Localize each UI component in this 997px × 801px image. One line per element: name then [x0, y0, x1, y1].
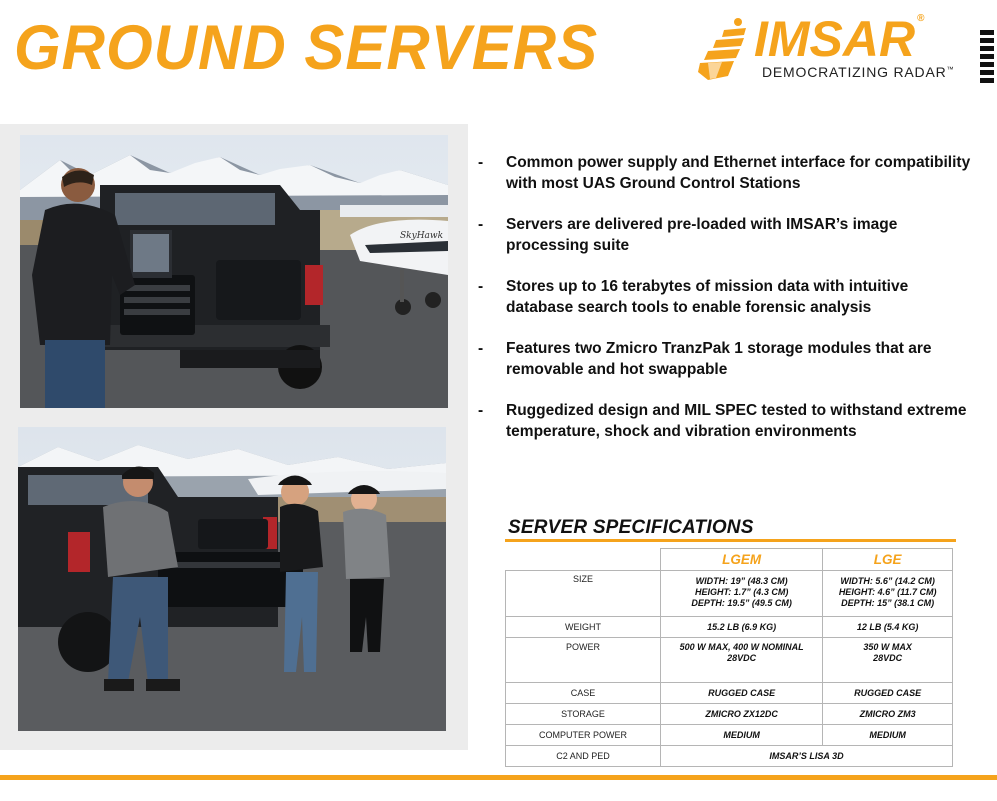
- imsar-logo: [694, 11, 994, 84]
- photo-team-lifting-image: [18, 427, 446, 731]
- photo-truck-server: [20, 135, 448, 408]
- bullet-dash: -: [478, 154, 484, 171]
- feature-item: - Ruggedized design and MIL SPEC tested to withstand extreme temperature, shock and vibration environments: [478, 402, 967, 440]
- photo-team-lifting: [18, 427, 446, 731]
- plane-label: SkyHawk: [400, 231, 444, 241]
- spec-value: 350 W MAX 28VDC: [823, 638, 953, 683]
- bullet-dash: -: [478, 216, 484, 233]
- bullet-dash: -: [478, 402, 484, 419]
- menu-bars-icon: [980, 30, 994, 86]
- feature-list: [478, 152, 978, 462]
- spec-value: RUGGED CASE: [823, 683, 953, 704]
- logo-tagline: DEMOCRATIZING RADAR™: [762, 64, 955, 80]
- spec-row-case: [506, 683, 953, 704]
- spec-value: 15.2 LB (6.9 KG): [661, 617, 823, 638]
- logo-mark-icon: [694, 16, 754, 82]
- spec-header-blank: [506, 549, 661, 571]
- spec-table: [505, 548, 953, 767]
- spec-title: SERVER SPECIFICATIONS: [508, 517, 754, 538]
- spec-value: 12 LB (5.4 KG): [823, 617, 953, 638]
- spec-label: C2 AND PED: [506, 746, 661, 767]
- photo-truck-server-image: [20, 135, 448, 408]
- spec-col-lge: LGE: [823, 549, 953, 571]
- spec-label: COMPUTER POWER: [506, 725, 661, 746]
- spec-header-row: [506, 549, 953, 571]
- spec-label: WEIGHT: [506, 617, 661, 638]
- spec-row-storage: [506, 704, 953, 725]
- spec-row-c2-ped: [506, 746, 953, 767]
- spec-row-size: [506, 571, 953, 617]
- spec-value: WIDTH: 5.6” (14.2 CM) HEIGHT: 4.6” (11.7 CM) DEPTH: 15” (38.1 CM): [823, 571, 953, 617]
- spec-title-underline: [505, 539, 956, 542]
- feature-item: - Stores up to 16 terabytes of mission data with intuitive database search tools to enable forensic analysis: [478, 278, 909, 316]
- spec-label: SIZE: [506, 571, 661, 617]
- page-title: GROUND SERVERS: [14, 12, 599, 83]
- spec-col-lgem: LGEM: [661, 549, 823, 571]
- spec-value: ZMICRO ZX12DC: [661, 704, 823, 725]
- spec-label: CASE: [506, 683, 661, 704]
- bullet-dash: -: [478, 278, 484, 295]
- spec-value: WIDTH: 19” (48.3 CM) HEIGHT: 1.7” (4.3 CM) DEPTH: 19.5” (49.5 CM): [661, 571, 823, 617]
- spec-value: MEDIUM: [661, 725, 823, 746]
- spec-value: 500 W MAX, 400 W NOMINAL 28VDC: [661, 638, 823, 683]
- spec-value: ZMICRO ZM3: [823, 704, 953, 725]
- spec-row-power: [506, 638, 953, 683]
- spec-row-computer-power: [506, 725, 953, 746]
- feature-item: - Features two Zmicro TranzPak 1 storage modules that are removable and hot swappable: [478, 340, 932, 378]
- feature-item: - Common power supply and Ethernet interface for compatibility with most UAS Ground Control Stations: [478, 154, 971, 192]
- spec-value: RUGGED CASE: [661, 683, 823, 704]
- spec-label: STORAGE: [506, 704, 661, 725]
- logo-wordmark: IMSAR ®: [754, 11, 925, 67]
- spec-row-weight: [506, 617, 953, 638]
- spec-label: POWER: [506, 638, 661, 683]
- spec-value: MEDIUM: [823, 725, 953, 746]
- bottom-rule: [0, 775, 997, 780]
- feature-item: - Servers are delivered pre-loaded with IMSAR’s image processing suite: [478, 216, 898, 254]
- spec-value: IMSAR’S LISA 3D: [661, 746, 953, 767]
- bullet-dash: -: [478, 340, 484, 357]
